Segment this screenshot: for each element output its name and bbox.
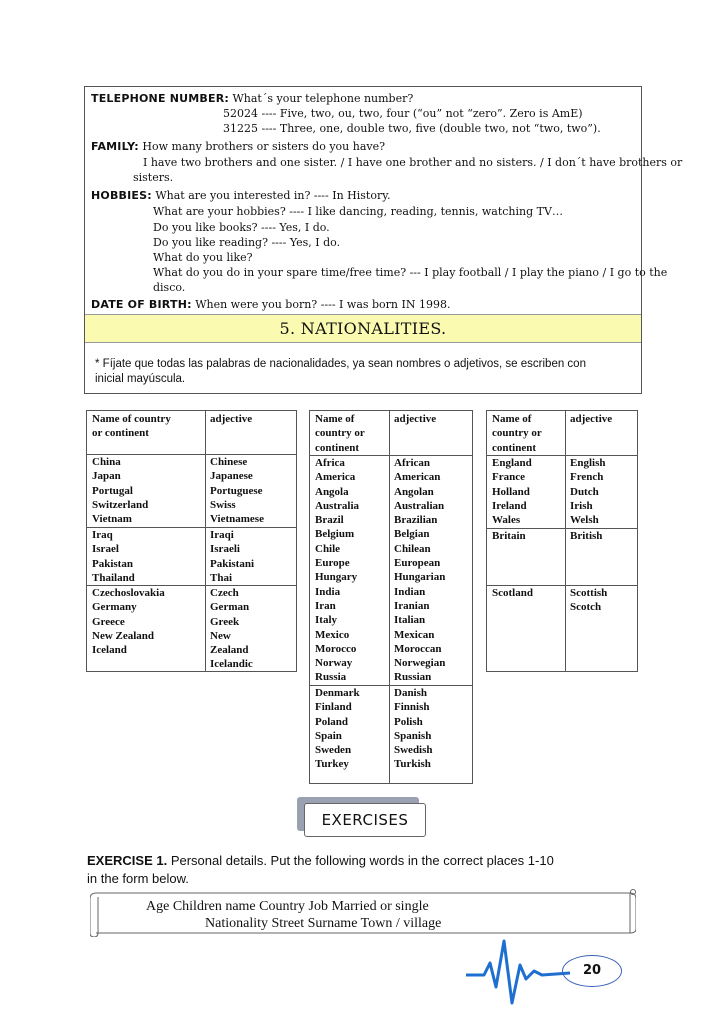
exercises-badge: EXERCISES: [304, 803, 426, 837]
nationality-table-1: [86, 410, 297, 672]
hobbies-line1: What are you interested in? ---- In History.: [155, 189, 391, 202]
exercise-1-text: Personal details. Put the following words in the correct places 1-10: [167, 853, 554, 868]
table2-group2-countries: Denmark Finland Poland Spain Sweden Turkey: [315, 687, 360, 771]
word-bank-scroll: [90, 889, 636, 937]
table2-group2-adjectives: Danish Finnish Polish Spanish Swedish Turkish: [394, 687, 433, 771]
word-bank-line1: Age Children name Country Job Married or single: [146, 899, 429, 914]
exercise-1-label: EXERCISE 1.: [87, 853, 168, 868]
table3-group2-adjectives: British: [570, 530, 603, 542]
table1-head-country: Name of country or continent: [92, 413, 171, 440]
nationality-table-2: [309, 410, 473, 784]
word-bank-line2: Nationality Street Surname Town / village: [205, 916, 442, 931]
section-title: 5. NATIONALITIES.: [279, 319, 447, 338]
hobbies-line6: What do you do in your spare time/free time? --- I play football / I play the piano / I go to the: [153, 266, 668, 279]
table1-group2-adjectives: Iraqi Israeli Pakistani Thai: [210, 529, 255, 584]
telephone-line1: 52024 ---- Five, two, ou, two, four (“ou” not “zero”. Zero is AmE): [223, 107, 583, 120]
exercise-1-instructions: [87, 852, 647, 888]
birth-row: [91, 297, 450, 312]
table3-head-country: Name of country or continent: [492, 413, 542, 454]
family-question: How many brothers or sisters do you have?: [142, 140, 386, 153]
table1-head-adjective: adjective: [210, 413, 253, 425]
hobbies-row: [91, 188, 390, 203]
table3-group1-countries: England France Holland Ireland Wales: [492, 457, 532, 527]
telephone-line2: 31225 ---- Three, one, double two, five (double two, not “two, two”).: [223, 122, 601, 135]
family-row: [91, 139, 385, 154]
table3-group3-countries: Scotland: [492, 587, 533, 599]
table3-group1-adjectives: English French Dutch Irish Welsh: [570, 457, 606, 527]
table3-group2-countries: Britain: [492, 530, 526, 542]
personal-details-box: [84, 86, 683, 394]
heartbeat-icon: [466, 935, 570, 1007]
table1-group1-countries: China Japan Portugal Switzerland Vietnam: [92, 456, 149, 526]
table1-group2-countries: Iraq Israel Pakistan Thailand: [92, 529, 135, 584]
hobbies-line2: What are your hobbies? ---- I like dancing, reading, tennis, watching TV…: [153, 205, 563, 218]
table3-head-adjective: adjective: [570, 413, 613, 425]
table2-head-adjective: adjective: [394, 413, 437, 425]
hobbies-label: HOBBIES:: [91, 189, 152, 202]
table2-group1-adjectives: African American Angolan Australian Brazilian Belgian Chilean European Hungarian Indian Iranian Italian Mexican Moroccan Norwegian Russian: [394, 457, 446, 684]
telephone-row: [91, 91, 413, 106]
hobbies-line5: What do you like?: [153, 251, 253, 264]
capitalization-note: [95, 357, 635, 387]
page-number: 20: [562, 955, 622, 987]
hobbies-line7: disco.: [153, 281, 186, 294]
birth-label: DATE OF BIRTH:: [91, 298, 192, 311]
table1-group1-adjectives: Chinese Japanese Portuguese Swiss Vietnamese: [210, 456, 264, 526]
table3-group3-adjectives: Scottish Scotch: [570, 587, 608, 614]
birth-line: When were you born? ---- I was born IN 1998.: [195, 298, 451, 311]
telephone-label: TELEPHONE NUMBER:: [91, 92, 229, 105]
table2-group1-countries: Africa America Angola Australia Brazil Belgium Chile Europe Hungary India Iran Italy Mexico Morocco Norway Russia: [315, 457, 359, 684]
family-line1: I have two brothers and one sister. / I have one brother and no sisters. / I don´t have brothers or: [143, 156, 683, 169]
hobbies-line3: Do you like books? ---- Yes, I do.: [153, 221, 330, 234]
family-line2: sisters.: [133, 171, 174, 184]
note-line1: * Fíjate que todas las palabras de nacionalidades, ya sean nombres o adjetivos, se escriben con: [95, 358, 586, 370]
table1-group3-countries: Czechoslovakia Germany Greece New Zealand Iceland: [92, 587, 165, 657]
table1-group3-adjectives: Czech German Greek New Zealand Icelandic: [210, 587, 253, 671]
table2-head-country: Name of country or continent: [315, 413, 365, 454]
nationality-table-3: [486, 410, 638, 672]
note-line2: inicial mayúscula.: [95, 373, 186, 385]
exercise-1-line2: in the form below.: [87, 871, 189, 886]
nationalities-banner: [85, 314, 641, 343]
exercise-1-line1: [87, 852, 647, 870]
telephone-question: What´s your telephone number?: [232, 92, 414, 105]
hobbies-line4: Do you like reading? ---- Yes, I do.: [153, 236, 341, 249]
family-label: FAMILY:: [91, 140, 139, 153]
